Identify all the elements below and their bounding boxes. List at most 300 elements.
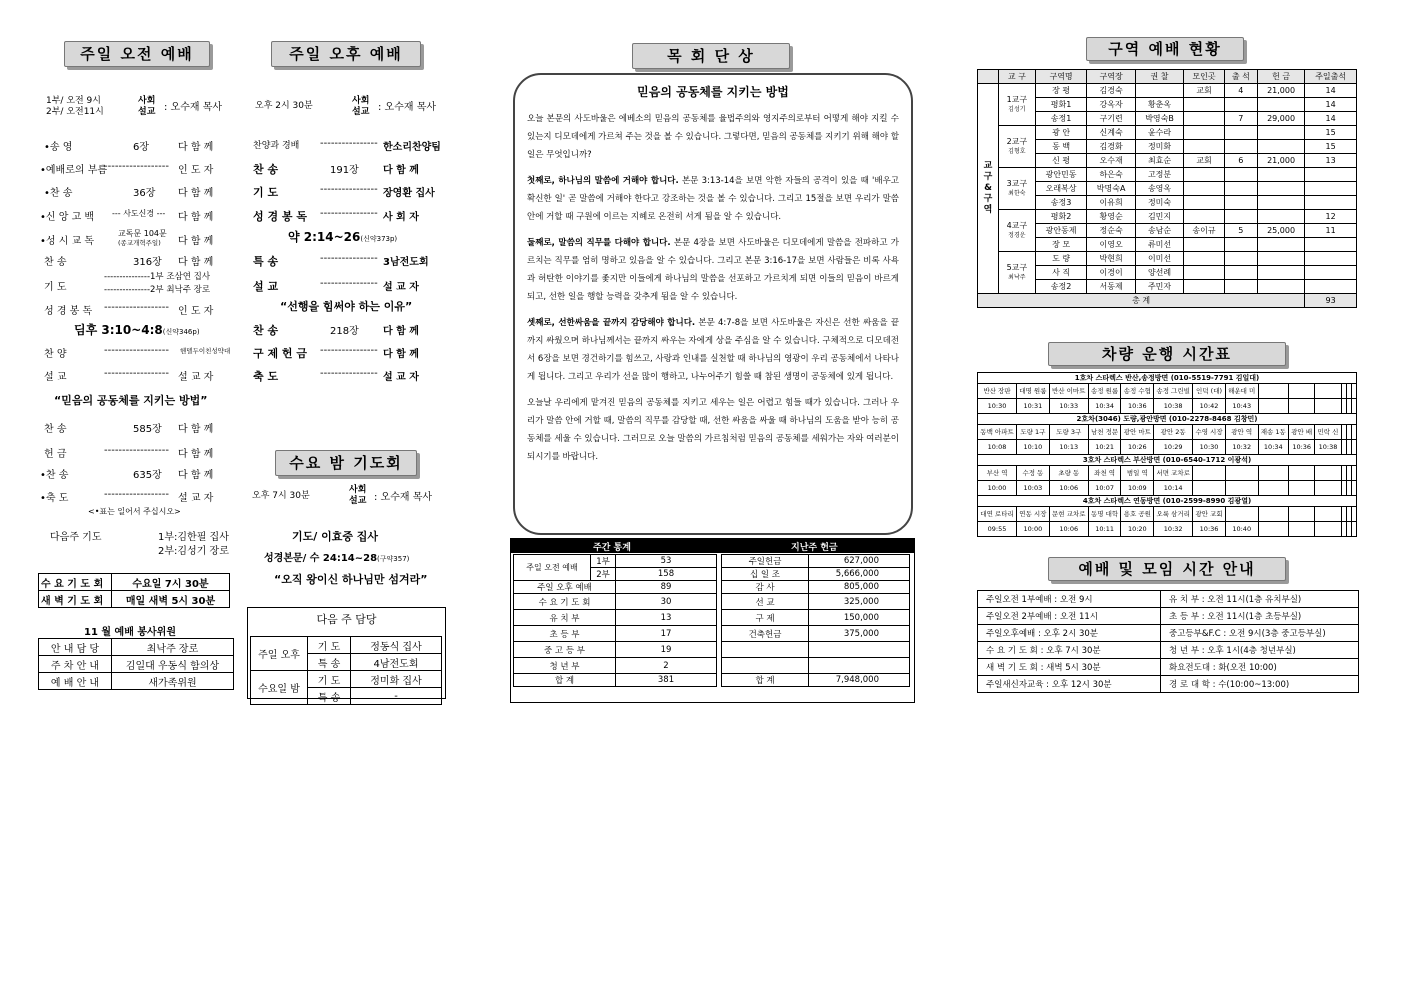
committee-member: 김일대 우동식 함의상 xyxy=(112,656,234,673)
service-committee-table xyxy=(38,638,234,690)
district-cell: 송남순 xyxy=(1135,224,1183,238)
district-cell xyxy=(1224,252,1257,266)
district-cell: 15 xyxy=(1305,140,1357,154)
district-group: 2교구 김형호 xyxy=(999,126,1036,168)
district-cell xyxy=(1257,196,1304,210)
district-group: 1교구 김성기 xyxy=(999,84,1036,126)
attendance-value: 89 xyxy=(616,581,717,594)
morning-choir: 헨델두이친성약대 xyxy=(180,347,231,355)
morning-order-detail: ------------------ xyxy=(104,445,169,456)
bus-schedule-header: 차량 운행 시간표 xyxy=(1048,342,1286,366)
morning-service-header: 주일 오전 예배 xyxy=(64,41,210,67)
morning-order-detail: 교독문 104문 xyxy=(118,229,167,238)
district-cell xyxy=(1305,168,1357,182)
morning-order-detail: ------------------ xyxy=(104,302,169,313)
district-header: 구역 예배 현황 xyxy=(1086,37,1244,61)
district-cell xyxy=(1184,252,1225,266)
bus-time: 10:36 xyxy=(1289,440,1315,455)
district-cell: 장 모 xyxy=(1035,238,1087,252)
schedule-cell: 주일오후예배 : 오후 2시 30분 xyxy=(978,625,1161,642)
next-week-duty-title: 다음 주 담당 xyxy=(316,613,377,626)
morning-order-person: 설 교 자 xyxy=(178,493,214,504)
afternoon-service-header: 주일 오후 예배 xyxy=(271,41,421,67)
bus-time: 10:34 xyxy=(1088,399,1121,414)
afternoon-order-item: 찬 송 xyxy=(253,324,279,337)
district-cell: 고정분 xyxy=(1135,168,1183,182)
afternoon-order-item: 성 경 봉 독 xyxy=(253,210,307,223)
morning-order-detail: ---------------1부 조삼연 집사 xyxy=(104,272,211,282)
district-cell: 하은숙 xyxy=(1087,168,1135,182)
offering-value xyxy=(809,658,910,674)
district-cell xyxy=(1224,266,1257,280)
morning-order-detail: --- 사도신경 --- xyxy=(112,209,166,218)
attendance-label: 청 년 부 xyxy=(514,658,616,674)
district-cell: 11 xyxy=(1305,224,1357,238)
district-cell xyxy=(1257,280,1304,294)
duty-role: 기 도 xyxy=(308,671,351,688)
district-cell xyxy=(1305,196,1357,210)
bus-stop: 도량 3구 xyxy=(1049,425,1088,440)
district-cell: 정미화 xyxy=(1135,140,1183,154)
bus-time: 10:33 xyxy=(1049,399,1088,414)
pastor-column-paragraph: 첫째로, 하나님의 말씀에 거해야 합니다. 본문 3:13-14을 보면 악한 자들의 공격이 있을 때 '배우고 확신한 일' 곧 말씀에 거해야 한다고 강조하는 것을 볼 수 있습니다. 그리고 15절을 보면 우리가 말씀 안에 거할 때 구원에 이르는 지혜로 온전히 서게 됨을 알 수 있습니다. xyxy=(527,176,899,222)
district-cell: 14 xyxy=(1305,84,1357,98)
afternoon-order-detail: 218장 xyxy=(330,326,359,337)
district-cell: 평화1 xyxy=(1035,98,1087,112)
bus-time: 10:30 xyxy=(978,399,1017,414)
schedule-cell: 중고등부&F.C : 오전 9시(3층 중고등부실) xyxy=(1161,625,1359,642)
morning-order-item: 찬 송 xyxy=(44,424,67,435)
morning-order-detail-sub: ---------------2부 최낙주 장로 xyxy=(104,285,211,295)
district-cell: 송정1 xyxy=(1035,112,1087,126)
afternoon-order-person: 다 함 께 xyxy=(383,349,419,360)
morning-order-person: 인 도 자 xyxy=(178,306,214,317)
district-cell xyxy=(1184,210,1225,224)
morning-time-1: 1부/ 오전 9시 xyxy=(46,96,101,106)
attendance-total-value: 381 xyxy=(616,674,717,687)
district-cell xyxy=(1184,238,1225,252)
schedule-cell: 유 치 부 : 오전 11시(1층 유치부실) xyxy=(1161,591,1359,608)
offering-total-value: 7,948,000 xyxy=(809,674,910,687)
district-cell: 신 평 xyxy=(1035,154,1087,168)
afternoon-order-person: 다 함 께 xyxy=(383,165,419,176)
bus-stop: 광안 역 xyxy=(1225,425,1258,440)
district-cell xyxy=(1257,126,1304,140)
pastor-column-paragraph: 오늘 본문의 사도바울은 에베소의 믿음의 공동체를 율법주의와 영지주의로부터 어떻게 해야 지킬 수 있는지 디모데에게 가르쳐 주는 것을 볼 수 있습니다. 그렇다면, 믿음의 공동체를 지키기 위해 해야 할 일은 무엇입니까? xyxy=(527,114,899,160)
afternoon-scripture: 약 2:14~26(신약373p) xyxy=(288,230,398,244)
next-prayer-2: 2부:김성기 장로 xyxy=(158,546,229,557)
district-cell: 정순숙 xyxy=(1087,224,1135,238)
bus-stop: 송정 원룸 xyxy=(1088,384,1121,399)
offering-label: 십 일 조 xyxy=(722,568,809,581)
district-cell: 이경이 xyxy=(1087,266,1135,280)
duty-role: 특 송 xyxy=(308,654,351,671)
district-cell: 김경화 xyxy=(1087,140,1135,154)
duty-role: 기 도 xyxy=(308,637,351,654)
offering-value: 150,000 xyxy=(809,610,910,626)
bus-time: 10:30 xyxy=(1193,440,1226,455)
morning-leader-label-2: 설교 xyxy=(138,107,156,117)
bus-stop: 남천 정문 xyxy=(1088,425,1121,440)
bus-time: 10:03 xyxy=(1017,481,1050,496)
district-cell: 오수재 xyxy=(1087,154,1135,168)
district-cell: 13 xyxy=(1305,154,1357,168)
district-col-header: 모인곳 xyxy=(1184,70,1225,84)
district-cell: 구기련 xyxy=(1087,112,1135,126)
district-cell xyxy=(1224,280,1257,294)
afternoon-time: 오후 2시 30분 xyxy=(255,101,313,111)
next-week-duty-table xyxy=(250,636,442,705)
morning-order-item: •신 앙 고 백 xyxy=(40,212,95,223)
district-cell xyxy=(1184,126,1225,140)
district-cell: 21,000 xyxy=(1257,154,1304,168)
prayer-time-value: 수요일 7시 30분 xyxy=(112,574,230,591)
afternoon-leader-name: : 오수재 목사 xyxy=(378,102,437,113)
committee-member: 새가족위원 xyxy=(112,673,234,690)
offering-value: 375,000 xyxy=(809,626,910,642)
district-cell: 박영숙B xyxy=(1135,112,1183,126)
attendance-label: 수 요 기 도 회 xyxy=(514,594,616,610)
bus-stop: 용호 공원 xyxy=(1121,507,1154,522)
offering-value: 325,000 xyxy=(809,594,910,610)
afternoon-order-person: 장영환 집사 xyxy=(383,188,435,199)
attendance-table xyxy=(513,554,717,687)
morning-scripture: 딤후 3:10~4:8(신약346p) xyxy=(74,323,200,337)
morning-leader-name: : 오수재 목사 xyxy=(164,102,223,113)
bus-time: 10:21 xyxy=(1088,440,1121,455)
district-total-label: 총 계 xyxy=(978,294,1305,308)
bus-time: 10:40 xyxy=(1225,522,1258,537)
bus-route-title: 2호차(3046) 도량,광안방면 (010-2278-8468 김창민) xyxy=(978,414,1357,425)
committee-member: 최낙주 장로 xyxy=(112,639,234,656)
bus-time: 10:36 xyxy=(1193,522,1226,537)
committee-role: 주 차 안 내 xyxy=(39,656,112,673)
bus-stop: 광안 교회 xyxy=(1193,507,1226,522)
morning-order-person: 다 함 께 xyxy=(178,212,214,223)
district-cell xyxy=(1257,168,1304,182)
district-cell: 김경숙 xyxy=(1087,84,1135,98)
district-col-header: 헌 금 xyxy=(1257,70,1304,84)
bus-time: 10:00 xyxy=(978,481,1017,496)
morning-order-item: 성 경 봉 독 xyxy=(44,306,93,317)
district-cell xyxy=(1224,196,1257,210)
schedule-cell: 수 요 기 도 회 : 오후 7시 30분 xyxy=(978,642,1161,659)
afternoon-order-person: 한소리찬양팀 xyxy=(383,142,441,153)
bus-time: 10:09 xyxy=(1121,481,1154,496)
morning-order-item: •성 시 교 독 xyxy=(40,236,95,247)
attendance-sub: 1부 xyxy=(591,555,616,568)
duty-name: 4남전도회 xyxy=(351,654,442,671)
afternoon-order-person: 3남전도회 xyxy=(383,257,429,268)
attendance-total-label: 합 계 xyxy=(514,674,616,687)
afternoon-order-detail: 191장 xyxy=(330,165,359,176)
attendance-label: 초 등 부 xyxy=(514,626,616,642)
district-cell: 12 xyxy=(1305,210,1357,224)
bus-stop: 서면 교차로 xyxy=(1154,466,1193,481)
morning-order-item: 기 도 xyxy=(44,282,67,293)
schedule-cell: 새 벽 기 도 회 : 새벽 5시 30분 xyxy=(978,659,1161,676)
bus-time: 10:31 xyxy=(1017,399,1050,414)
committee-role: 안 내 담 당 xyxy=(39,639,112,656)
attendance-label: 유 치 부 xyxy=(514,610,616,626)
meeting-schedule-table xyxy=(977,590,1359,693)
district-cell: 윤수라 xyxy=(1135,126,1183,140)
district-col-header: 교 구 xyxy=(999,70,1036,84)
attendance-value: 13 xyxy=(616,610,717,626)
bus-stop: 부산 역 xyxy=(978,466,1017,481)
district-side-cell xyxy=(978,70,999,84)
district-cell: 동 백 xyxy=(1035,140,1087,154)
bus-stop: 수영 시장 xyxy=(1193,425,1226,440)
prayer-time-table xyxy=(38,573,230,608)
afternoon-order-item: 찬 송 xyxy=(253,163,279,176)
afternoon-order-detail: ---------------- xyxy=(320,278,378,289)
wednesday-leader-label-1: 사회 xyxy=(349,485,367,495)
afternoon-order-item: 축 도 xyxy=(253,370,279,383)
afternoon-order-item: 구 제 헌 금 xyxy=(253,347,307,360)
bus-stop: 인덕 (대) xyxy=(1193,384,1226,399)
district-cell: 광 안 xyxy=(1035,126,1087,140)
district-cell: 주민자 xyxy=(1135,280,1183,294)
bus-stop: 연동 시장 xyxy=(1017,507,1050,522)
bus-stop: 해운대 미 xyxy=(1225,384,1258,399)
district-cell: 박현희 xyxy=(1087,252,1135,266)
prayer-time-value: 매일 새벽 5시 30분 xyxy=(112,591,230,608)
bus-stop: 재송 1동 xyxy=(1258,425,1289,440)
district-col-header: 구역명 xyxy=(1035,70,1087,84)
bus-time: 10:43 xyxy=(1225,399,1258,414)
wednesday-leader-label-2: 설교 xyxy=(349,496,367,506)
district-cell xyxy=(1257,182,1304,196)
afternoon-order-item: 특 송 xyxy=(253,255,279,268)
district-cell xyxy=(1184,196,1225,210)
bus-time: 10:26 xyxy=(1121,440,1154,455)
offering-label xyxy=(722,658,809,674)
attendance-value: 19 xyxy=(616,642,717,658)
bus-stop: 광안 2동 xyxy=(1154,425,1193,440)
bus-route-title: 1호차 스타렉스 반산,송정방면 (010-5519-7791 김일대) xyxy=(978,373,1357,384)
district-cell: 송정2 xyxy=(1035,280,1087,294)
bus-stop: 송정 수협 xyxy=(1121,384,1154,399)
district-cell: 14 xyxy=(1305,112,1357,126)
bus-time: 10:32 xyxy=(1225,440,1258,455)
district-cell xyxy=(1305,266,1357,280)
prayer-time-label: 새 벽 기 도 회 xyxy=(39,591,112,608)
district-cell: 이미선 xyxy=(1135,252,1183,266)
bus-time: 10:08 xyxy=(978,440,1017,455)
district-cell xyxy=(1257,238,1304,252)
offering-total-label: 합 계 xyxy=(722,674,809,687)
district-cell xyxy=(1257,252,1304,266)
district-cell: 정미숙 xyxy=(1135,196,1183,210)
bus-stop: 동백 아파트 xyxy=(978,425,1017,440)
district-cell: 송이규 xyxy=(1184,224,1225,238)
wednesday-service-header: 수요 밤 기도회 xyxy=(275,450,417,476)
district-cell: 황춘옥 xyxy=(1135,98,1183,112)
district-cell: 4 xyxy=(1224,84,1257,98)
district-cell: 15 xyxy=(1305,126,1357,140)
district-cell xyxy=(1305,182,1357,196)
bus-time: 10:34 xyxy=(1258,440,1289,455)
attendance-sub: 2부 xyxy=(591,568,616,581)
district-cell: 광안민동 xyxy=(1035,168,1087,182)
bus-stop: 대연 로타리 xyxy=(978,507,1017,522)
district-cell: 송영옥 xyxy=(1135,182,1183,196)
afternoon-sermon-title: “선행을 힘써야 하는 이유” xyxy=(280,300,413,313)
schedule-cell: 주일오전 1부예배 : 오전 9시 xyxy=(978,591,1161,608)
pastor-column-title: 믿음의 공동체를 지키는 방법 xyxy=(637,85,789,99)
morning-order-detail: 36장 xyxy=(133,188,156,199)
bus-schedule-table xyxy=(977,372,1357,537)
duty-name: - xyxy=(351,688,442,705)
afternoon-order-item: 기 도 xyxy=(253,186,279,199)
meeting-schedule-header: 예배 및 모임 시간 안내 xyxy=(1048,557,1286,581)
district-cell xyxy=(1184,140,1225,154)
schedule-cell: 주일새신자교육 : 오후 12시 30분 xyxy=(978,676,1161,693)
next-prayer-label: 다음주 기도 xyxy=(50,532,102,543)
district-cell xyxy=(1305,238,1357,252)
district-cell: 도 량 xyxy=(1035,252,1087,266)
bus-time: 10:38 xyxy=(1315,440,1341,455)
offering-value: 805,000 xyxy=(809,581,910,594)
weekly-stats-attendance-header: 주간 통계 xyxy=(593,543,631,553)
morning-order-item: •송 영 xyxy=(44,142,73,153)
morning-order-item: 설 교 xyxy=(44,372,67,383)
district-col-header: 주일출석 xyxy=(1305,70,1357,84)
bus-time: 10:29 xyxy=(1154,440,1193,455)
morning-order-detail: 316장 xyxy=(133,257,162,268)
district-group: 4교구 정경운 xyxy=(999,210,1036,252)
morning-order-detail: ------------------ xyxy=(104,489,169,500)
schedule-cell: 화요전도대 : 화(오전 10:00) xyxy=(1161,659,1359,676)
district-cell xyxy=(1184,280,1225,294)
afternoon-order-detail: ---------------- xyxy=(320,208,378,219)
district-cell xyxy=(1224,126,1257,140)
morning-order-person: 설 교 자 xyxy=(178,372,214,383)
bus-stop: 수정 동 xyxy=(1017,466,1050,481)
attendance-value: 17 xyxy=(616,626,717,642)
wednesday-time: 오후 7시 30분 xyxy=(252,491,310,501)
district-cell: 교회 xyxy=(1184,84,1225,98)
service-committee-title: 11 월 예배 봉사위원 xyxy=(84,627,176,638)
bus-stop: 동명 대학 xyxy=(1088,507,1121,522)
district-group: 3교구 최한숙 xyxy=(999,168,1036,210)
morning-order-detail: 6장 xyxy=(133,142,150,153)
district-cell: 14 xyxy=(1305,98,1357,112)
district-cell xyxy=(1184,112,1225,126)
bus-stop: 광안 배 xyxy=(1289,425,1315,440)
bus-stop: 좌천 역 xyxy=(1088,466,1121,481)
district-cell xyxy=(1305,252,1357,266)
district-side-label: 교구 & 구역 xyxy=(978,84,999,294)
morning-sermon-title: “믿음의 공동체를 지키는 방법” xyxy=(54,394,208,407)
afternoon-order-item: 설 교 xyxy=(253,280,279,293)
morning-order-detail: 585장 xyxy=(133,424,162,435)
next-prayer-1: 1부:김한필 집사 xyxy=(158,532,229,543)
afternoon-order-detail: ---------------- xyxy=(320,253,378,264)
district-cell xyxy=(1305,280,1357,294)
district-cell: 강옥자 xyxy=(1087,98,1135,112)
attendance-label: 주일 오전 예배 xyxy=(514,555,591,581)
bus-time: 10:42 xyxy=(1193,399,1226,414)
schedule-cell: 경 로 대 학 : 수(10:00~13:00) xyxy=(1161,676,1359,693)
bus-time: 10:14 xyxy=(1154,481,1193,496)
offering-label: 선 교 xyxy=(722,594,809,610)
morning-order-person: 다 함 께 xyxy=(178,188,214,199)
district-cell: 송정3 xyxy=(1035,196,1087,210)
morning-order-item: •찬 송 xyxy=(40,470,69,481)
wednesday-prayer: 기도/ 이효중 집사 xyxy=(292,530,379,543)
bus-stop: 오륙 삼거리 xyxy=(1154,507,1193,522)
attendance-label: 중 고 등 부 xyxy=(514,642,616,658)
morning-order-item: 헌 금 xyxy=(44,449,67,460)
district-cell xyxy=(1184,182,1225,196)
bus-time: 10:32 xyxy=(1154,522,1193,537)
offering-label: 건축헌금 xyxy=(722,626,809,642)
attendance-label: 주일 오후 예배 xyxy=(514,581,616,594)
district-cell xyxy=(1257,98,1304,112)
schedule-cell: 청 년 부 : 오후 1시(4층 청년부실) xyxy=(1161,642,1359,659)
bus-time: 10:06 xyxy=(1049,522,1088,537)
morning-order-detail: ------------------ xyxy=(104,345,169,356)
morning-order-person: 다 함 께 xyxy=(178,257,214,268)
attendance-value: 53 xyxy=(616,555,717,568)
weekly-stats-header-bar xyxy=(511,539,914,553)
bus-stop: 반산 장판 xyxy=(978,384,1017,399)
bus-stop: 범일 역 xyxy=(1121,466,1154,481)
district-cell xyxy=(1257,210,1304,224)
district-col-header: 출 석 xyxy=(1224,70,1257,84)
district-cell xyxy=(1224,98,1257,112)
district-cell: 황영순 xyxy=(1087,210,1135,224)
bus-time: 10:10 xyxy=(1017,440,1050,455)
bus-time: 10:20 xyxy=(1121,522,1154,537)
district-cell xyxy=(1135,84,1183,98)
afternoon-order-person: 사 회 자 xyxy=(383,212,419,223)
morning-order-person: 다 함 께 xyxy=(178,236,214,247)
district-cell: 이유희 xyxy=(1087,196,1135,210)
district-cell: 이영오 xyxy=(1087,238,1135,252)
afternoon-order-detail: ---------------- xyxy=(320,184,378,195)
pastor-column-paragraph: 둘째로, 말씀의 직무를 다해야 합니다. 본문 4장을 보면 사도바울은 디모데에게 말씀을 전파하고 가르치는 직무를 엄히 명하고 있음을 알 수 있습니다. 그리고 본문 3:16-17을 보면 사람들은 비록 사욕과 허탄한 이야기를 좇지만 이들에게 하나님의 말씀을 선포하고 가르치게 되면 이들의 믿음이 바르게 되고, 선한 일을 행할 능력을 갖추게 됨을 알 수 있습니다. xyxy=(527,238,899,302)
district-cell xyxy=(1224,210,1257,224)
duty-name: 정미화 집사 xyxy=(351,671,442,688)
morning-order-person: 다 함 께 xyxy=(178,470,214,481)
district-cell xyxy=(1224,140,1257,154)
wednesday-scripture: 성경본문/ 수 24:14~28(구약357) xyxy=(264,553,410,564)
bus-route-title: 3호차 스타렉스 부산방면 (010-6540-1712 이광석) xyxy=(978,455,1357,466)
offering-label: 구 제 xyxy=(722,610,809,626)
district-cell: 29,000 xyxy=(1257,112,1304,126)
schedule-cell: 초 등 부 : 오전 11시(1층 초등부실) xyxy=(1161,608,1359,625)
district-cell xyxy=(1257,140,1304,154)
morning-order-person: 다 함 께 xyxy=(178,424,214,435)
duty-name: 정동식 집사 xyxy=(351,637,442,654)
bus-time: 09:55 xyxy=(978,522,1017,537)
bus-stop: 광안 마트 xyxy=(1121,425,1154,440)
afternoon-order-detail: ---------------- xyxy=(320,368,378,379)
pastor-column-paragraph: 셋째로, 선한싸움을 끝까지 감당해야 합니다. 본문 4:7-8을 보면 사도바울은 자신은 선한 싸움을 끝까지 싸웠으며 하나님께서는 끝까지 싸우는 자에게 상을 주심을 알 수 있습니다. 구체적으로 디모데전서 6장을 보면 경건하기를 힘쓰고, 사랑과 인내를 실천할 때 하나님의 영광이 우리 공동체에서 나타나게 됩니다. 그리고 우리가 선을 많이 행하고, 나누어주기 힘쓸 때 참된 생명이 공동체에 있게 됩니다. xyxy=(527,318,899,382)
wednesday-leader-name: : 오수재 목사 xyxy=(374,492,433,503)
district-cell: 5 xyxy=(1224,224,1257,238)
duty-group: 주일 오후 xyxy=(251,637,308,671)
morning-order-item: 찬 양 xyxy=(44,349,67,360)
district-cell: 서동제 xyxy=(1087,280,1135,294)
bus-stop: 대명 원룸 xyxy=(1017,384,1050,399)
morning-time-2: 2부/ 오전11시 xyxy=(46,107,104,117)
attendance-value: 158 xyxy=(616,568,717,581)
committee-role: 예 배 안 내 xyxy=(39,673,112,690)
